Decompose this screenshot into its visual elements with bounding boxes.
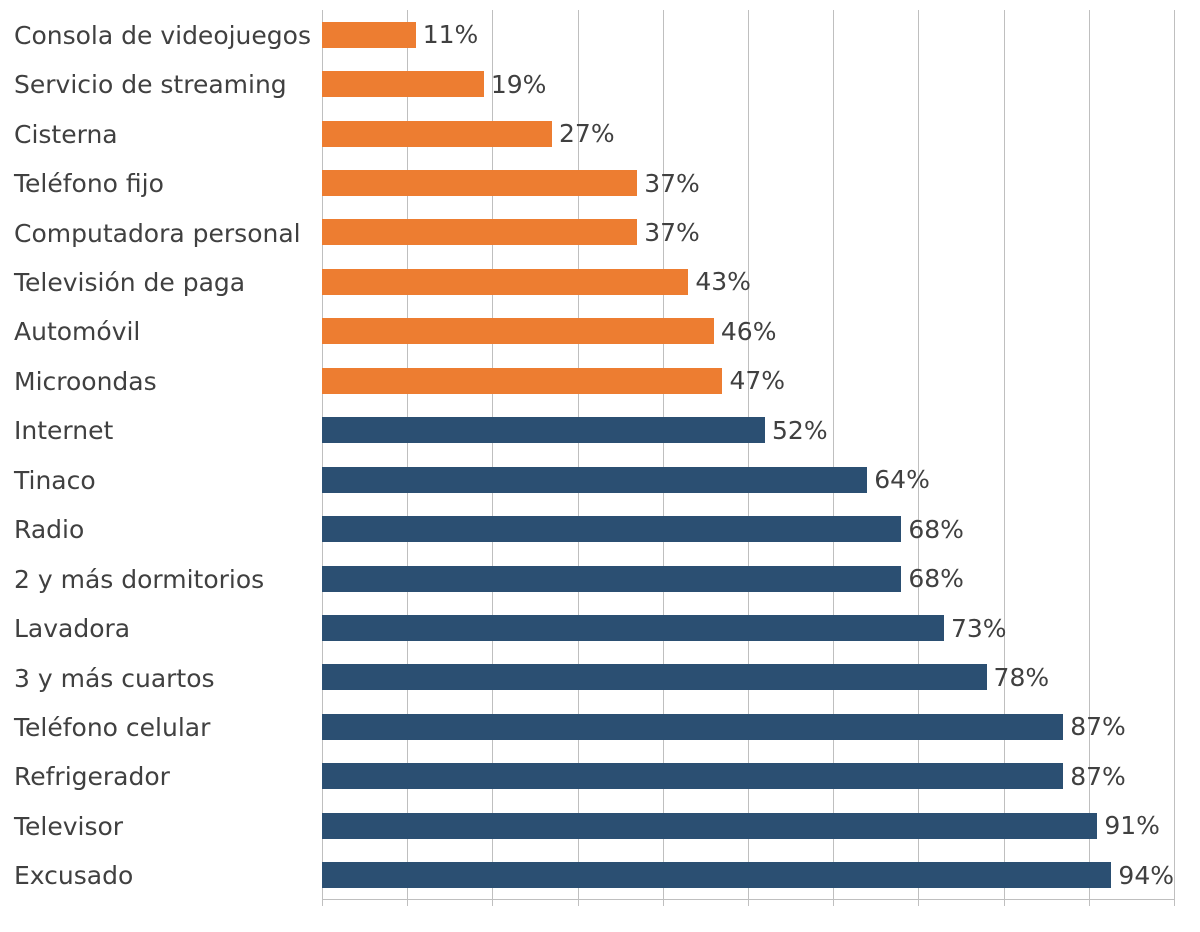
category-label: Internet xyxy=(14,416,114,446)
category-label: Servicio de streaming xyxy=(14,70,287,100)
category-label: Radio xyxy=(14,515,85,545)
bar-value-label: 19% xyxy=(490,69,547,99)
category-label: Teléfono celular xyxy=(14,712,211,742)
bar-value-label: 46% xyxy=(720,316,777,346)
bar xyxy=(322,417,765,443)
category-label: Microondas xyxy=(14,366,157,396)
bar xyxy=(322,71,484,97)
axis-tick xyxy=(748,900,749,906)
bar xyxy=(322,566,901,592)
category-label: 3 y más cuartos xyxy=(14,663,215,693)
bar-row xyxy=(322,504,1174,553)
axis-tick xyxy=(663,900,664,906)
bar-value-label: 52% xyxy=(772,415,828,445)
bar-value-label: 68% xyxy=(908,564,964,594)
bar-value-label: 37% xyxy=(644,168,700,198)
category-axis xyxy=(0,10,318,900)
axis-tick xyxy=(407,900,408,906)
category-label: Computadora personal xyxy=(14,218,301,248)
bar-value-label: 27% xyxy=(559,119,615,149)
axis-tick xyxy=(1174,900,1175,906)
bar-value-label: 68% xyxy=(908,514,964,544)
category-label: Consola de videojuegos xyxy=(14,20,311,50)
category-label: Refrigerador xyxy=(14,762,170,792)
bar-row xyxy=(322,702,1174,751)
bar-row xyxy=(322,257,1174,306)
bar-row xyxy=(322,208,1174,257)
bar-row xyxy=(322,554,1174,603)
bar xyxy=(322,467,867,493)
category-label: 2 y más dormitorios xyxy=(14,564,265,594)
bar-row xyxy=(322,752,1174,801)
bar xyxy=(322,516,901,542)
bar-rows xyxy=(322,10,1174,900)
bar-value-label: 87% xyxy=(1070,761,1126,791)
bar xyxy=(322,121,552,147)
bar-row xyxy=(322,10,1174,59)
bar xyxy=(322,714,1063,740)
axis-tick xyxy=(578,900,579,906)
category-label: Televisión de paga xyxy=(14,267,246,297)
axis-tick xyxy=(918,900,919,906)
gridline xyxy=(1174,10,1175,900)
bar-value-label: 64% xyxy=(874,465,930,495)
bar xyxy=(322,170,637,196)
bar-row xyxy=(322,406,1174,455)
bar xyxy=(322,22,416,48)
category-label: Cisterna xyxy=(14,119,118,149)
bar-value-label: 11% xyxy=(422,20,479,50)
category-label: Lavadora xyxy=(14,614,131,644)
bar xyxy=(322,813,1097,839)
bar-row xyxy=(322,356,1174,405)
category-label: Televisor xyxy=(14,811,124,841)
axis-tick xyxy=(492,900,493,906)
bar-row xyxy=(322,158,1174,207)
bar-value-label: 73% xyxy=(950,613,1007,643)
bar-value-label: 43% xyxy=(695,267,751,297)
bar-value-label: 94% xyxy=(1118,860,1174,890)
axis-tick xyxy=(322,900,323,906)
bar xyxy=(322,615,944,641)
axis-tick xyxy=(1004,900,1005,906)
bar xyxy=(322,763,1063,789)
bar xyxy=(322,219,637,245)
category-label: Automóvil xyxy=(14,317,141,347)
bar xyxy=(322,368,722,394)
bar-row xyxy=(322,109,1174,158)
bar-row xyxy=(322,801,1174,850)
bar-value-label: 78% xyxy=(993,662,1050,692)
category-label: Tinaco xyxy=(14,465,96,495)
bar-row xyxy=(322,603,1174,652)
bar-value-label: 47% xyxy=(729,366,786,396)
bar-value-label: 37% xyxy=(644,217,700,247)
bar-row xyxy=(322,307,1174,356)
axis-tick xyxy=(1089,900,1090,906)
bar-row xyxy=(322,59,1174,108)
bar xyxy=(322,664,987,690)
bar xyxy=(322,269,688,295)
bar-row xyxy=(322,851,1174,900)
bar-row xyxy=(322,653,1174,702)
bar xyxy=(322,318,714,344)
bar-value-label: 91% xyxy=(1104,811,1160,841)
axis-tick xyxy=(833,900,834,906)
category-label: Excusado xyxy=(14,861,134,891)
plot-area xyxy=(322,10,1174,900)
bar-value-label: 87% xyxy=(1070,712,1126,742)
bar-row xyxy=(322,455,1174,504)
bar xyxy=(322,862,1111,888)
category-label: Teléfono fijo xyxy=(14,169,164,199)
